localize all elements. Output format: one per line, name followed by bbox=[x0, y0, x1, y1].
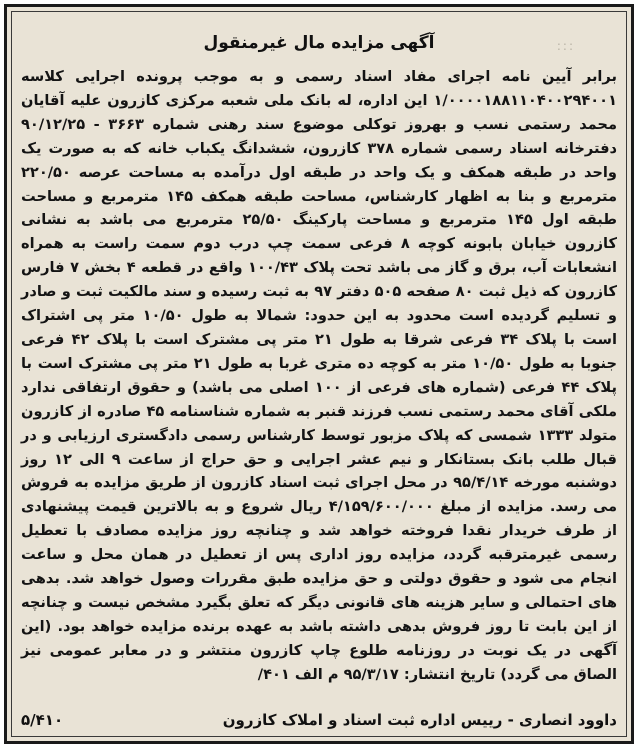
signature-line: داوود انصاری - رییس اداره ثبت اسناد و املاک کازرون bbox=[222, 711, 617, 729]
notice-footer bbox=[21, 711, 617, 729]
notice-title: آگهی مزایده مال غیرمنقول bbox=[203, 33, 435, 53]
print-smudge: ::: bbox=[556, 39, 575, 53]
ad-code: ۵/۴۱۰ bbox=[21, 711, 64, 729]
notice-body: برابر آیین نامه اجرای مفاد اسناد رسمی و به موجب پرونده اجرایی کلاسه ۱/۰۰۰۰۱۸۸۱۱۰۴۰۰۲۹۴۰۰۱ این اداره، له بانک ملی شعبه مرکزی کازرون علیه آقایان محمد رستمی نسب و بهروز توکلی موضوع سند رهنی شماره ۳۶۶۳ - ۹۰/۱۲/۲۵ دفترخانه اسناد رسمی شماره ۳۷۸ کازرون، ششدانگ یکباب خانه که به صورت یک واحد در طبقه همکف و یک واحد در طبقه اول درآمده به مساحت عرصه ۲۲۰/۵۰ مترمربع و بنا به اظهار کارشناس، مساحت طبقه همکف ۱۴۵ مترمربع و مساحت طبقه اول ۱۴۵ مترمربع و مساحت پارکینگ ۲۵/۵۰ مترمربع می باشد به نشانی کازرون خیابان بابونه کوچه ۸ فرعی سمت چپ درب دوم سمت راست به همراه انشعابات آب، برق و گاز می باشد تحت پلاک ۱۰۰/۴۳ واقع در قطعه ۴ بخش ۷ فارس کازرون که ذیل ثبت ۸۰ صفحه ۵۰۵ دفتر ۹۷ به ثبت رسیده و سند مالکیت ثبت و صادر و تسلیم گردیده است محدود به این حدود: شمالا به طول ۱۰/۵۰ متر پی اشتراک است با پلاک ۳۴ فرعی شرقا به طول ۲۱ متر پی مشترک است با پلاک ۴۲ فرعی جنوبا به طول ۱۰/۵۰ متر به کوچه ده متری غربا به طول ۲۱ متر پی مشترک است با پلاک ۴۴ فرعی (شماره های فرعی از ۱۰۰ اصلی می باشد) و حقوق ارتفاقی ندارد ملکی آقای محمد رستمی نسب فرزند قنبر به شماره شناسنامه ۴۵ صادره از کازرون متولد ۱۳۳۳ شمسی که پلاک مزبور توسط کارشناس رسمی دادگستری ارزیابی و در قبال طلب بانک بستانکار و نیم عشر اجرایی و حق حراج از ساعت ۹ الی ۱۲ روز دوشنبه مورخه ۹۵/۴/۱۴ در محل اجرای ثبت اسناد کازرون از طریق مزایده به فروش می رسد. مزایده از مبلغ ۴/۱۵۹/۶۰۰/۰۰۰ ریال شروع و به بالاترین قیمت پیشنهادی از طرف خریدار نقدا فروخته خواهد شد و چنانچه روز مزایده مصادف با تعطیل رسمی غیرمترقبه گردد، مزایده روز اداری پس از تعطیل در همان محل و ساعت انجام می شود و حقوق دولتی و حق مزایده طبق مقررات وصول خواهد شد. بدهی های احتمالی و سایر هزینه های قانونی دیگر که تعلق بگیرد مشخص نیست و چنانچه از این بابت تا روز فروش بدهی داشته باشد به عهده برنده مزایده خواهد بود. (این آگهی در یک نوبت در روزنامه طلوع چاپ کازرون منتشر و در معابر عمومی نیز الصاق می گردد) تاریخ انتشار: ۹۵/۳/۱۷ م الف ۴۰۱/ bbox=[21, 68, 617, 683]
newspaper-clipping bbox=[4, 4, 634, 744]
